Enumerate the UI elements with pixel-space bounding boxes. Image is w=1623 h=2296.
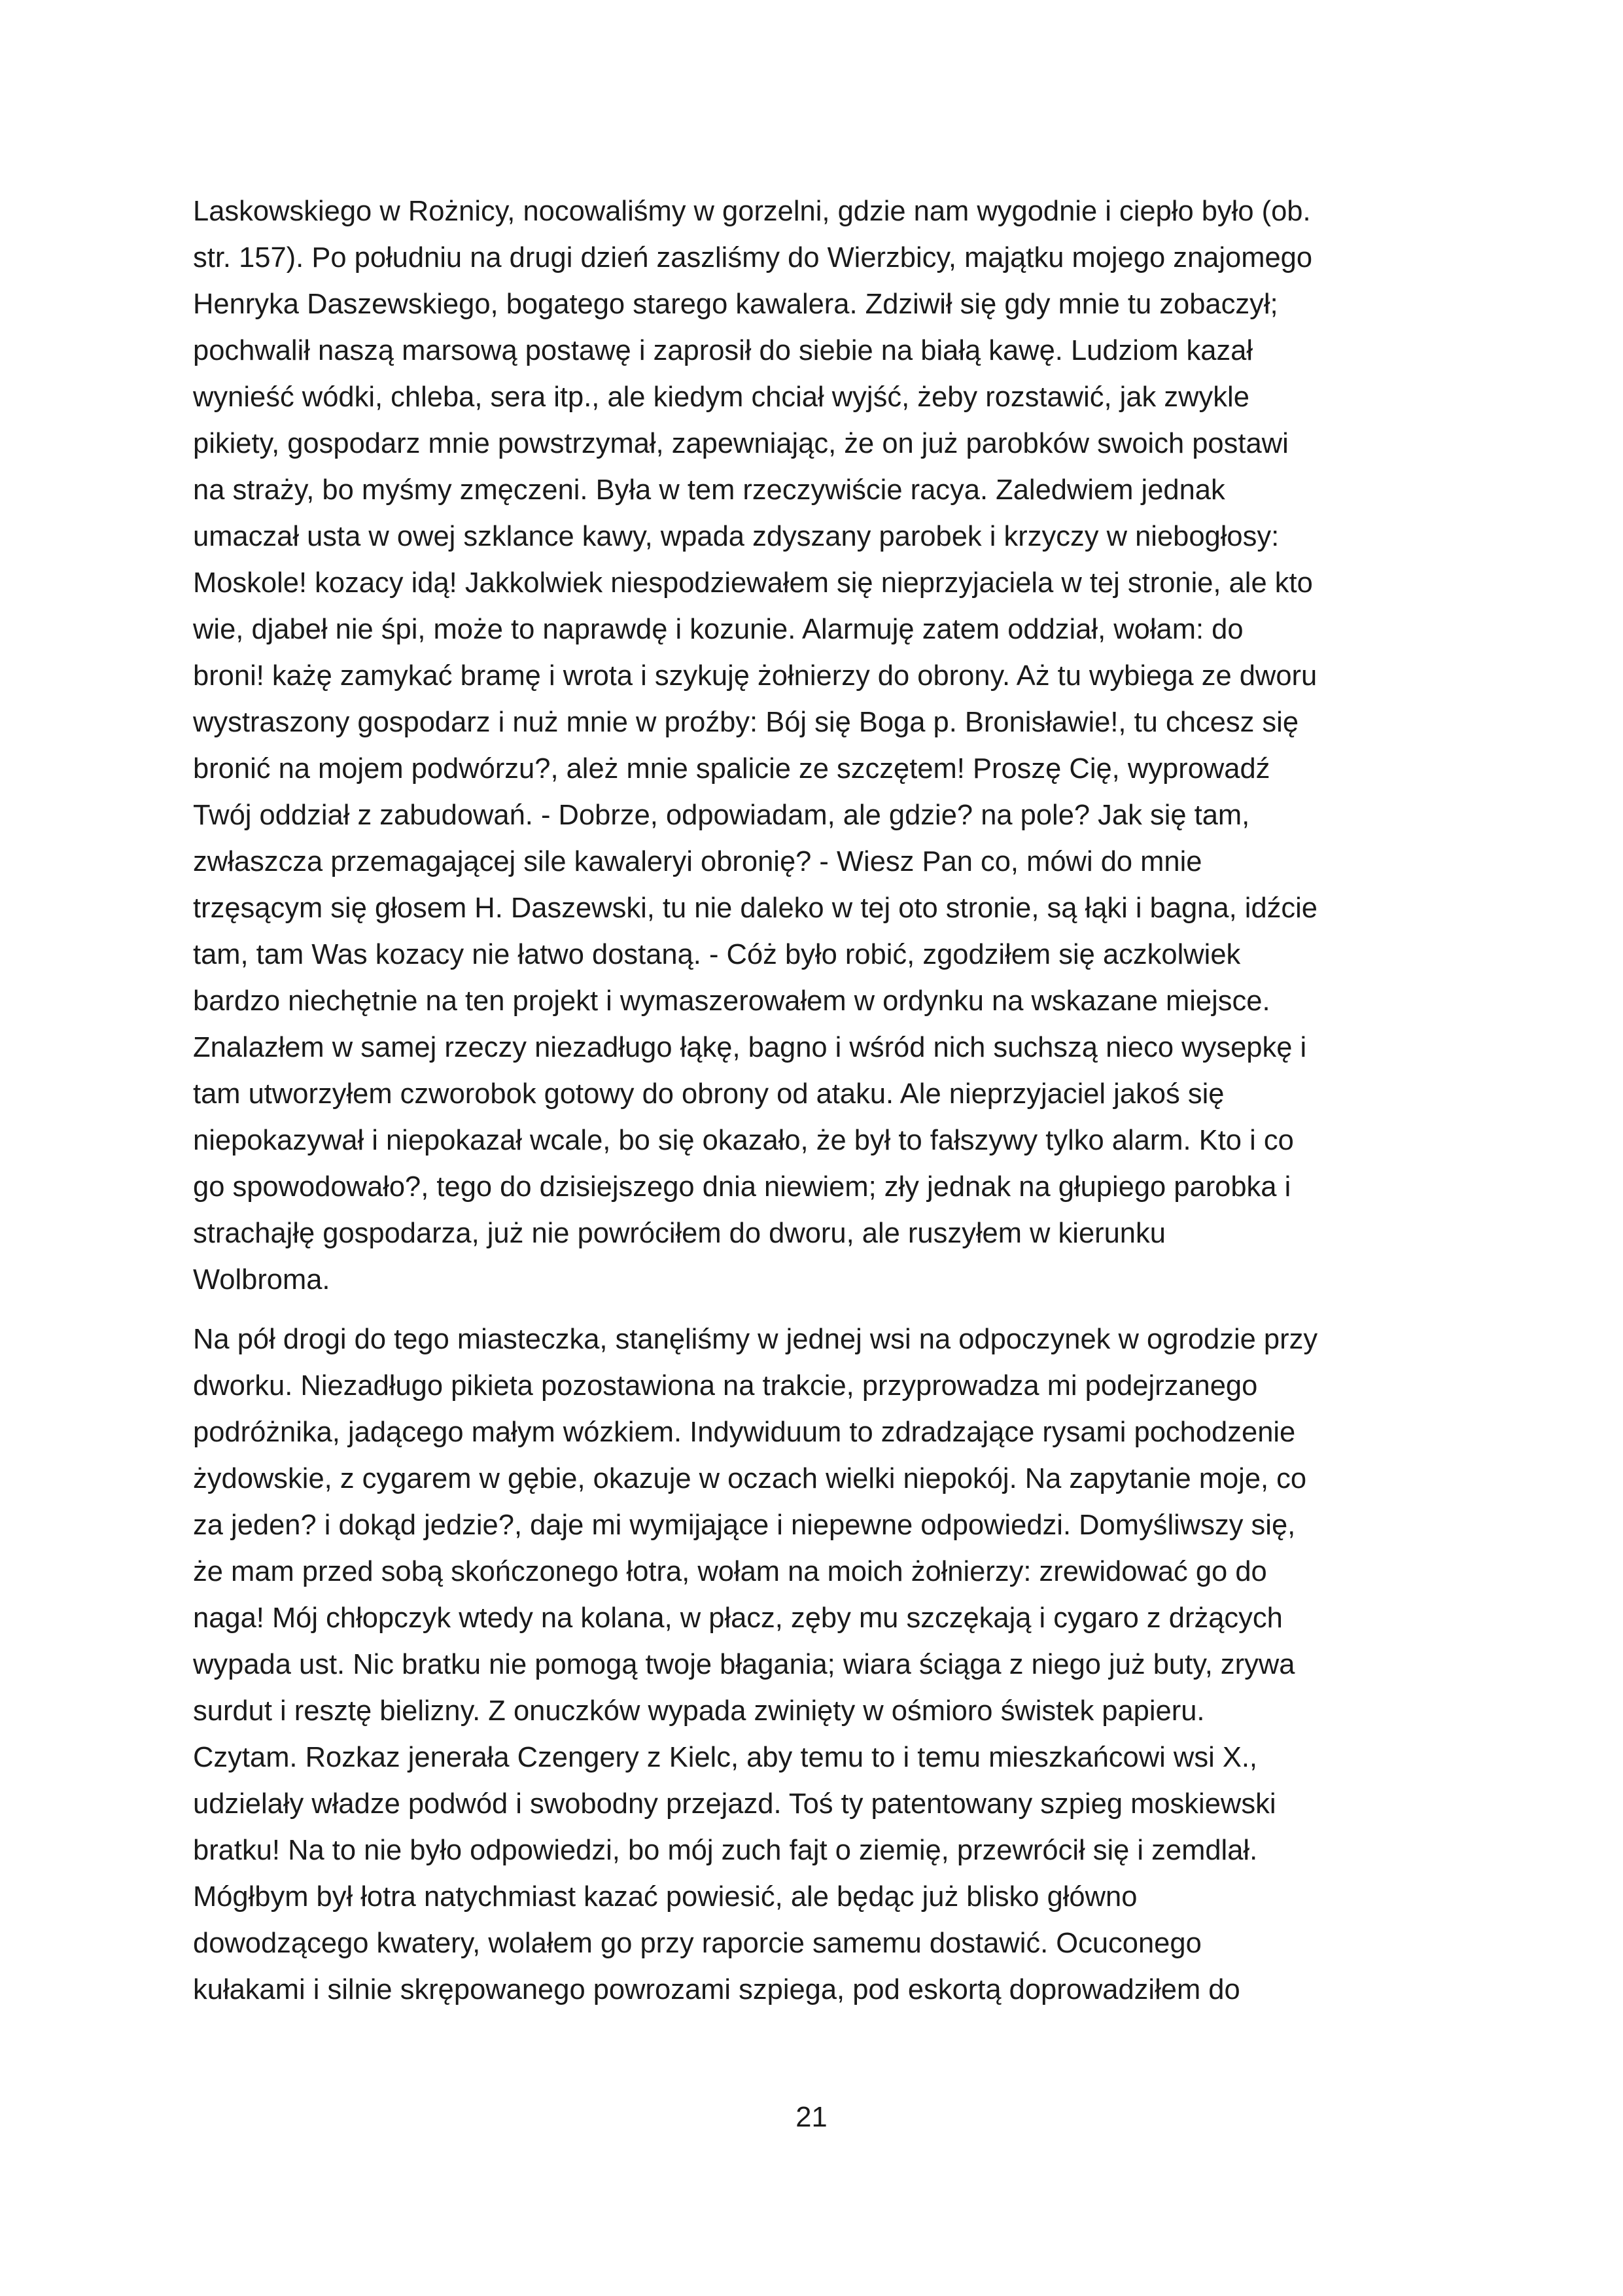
text-line: bratku! Na to nie było odpowiedzi, bo mój zuch fajt o ziemię, przewrócił się i zemdlał. xyxy=(193,1835,1258,1866)
body-text xyxy=(193,188,1449,2013)
text-line: wypada ust. Nic bratku nie pomogą twoje błagania; wiara ściąga z niego już buty, zrywa xyxy=(193,1649,1295,1680)
text-line: dworku. Niezadługo pikieta pozostawiona na trakcie, przyprowadza mi podejrzanego xyxy=(193,1370,1258,1402)
text-line: na straży, bo myśmy zmęczeni. Była w tem rzeczywiście racya. Zaledwiem jednak xyxy=(193,474,1225,506)
text-line: Twój oddział z zabudowań. - Dobrze, odpowiadam, ale gdzie? na pole? Jak się tam, xyxy=(193,800,1250,831)
paragraph-2 xyxy=(193,1316,1449,2013)
text-line: żydowskie, z cygarem w gębie, okazuje w oczach wielki niepokój. Na zapytanie moje, co xyxy=(193,1463,1307,1494)
text-line: udzielały władze podwód i swobodny przejazd. Toś ty patentowany szpieg moskiewski xyxy=(193,1788,1276,1820)
text-line: pikiety, gospodarz mnie powstrzymał, zapewniając, że on już parobków swoich postawi xyxy=(193,428,1289,459)
text-line: Znalazłem w samej rzeczy niezadługo łąkę, bagno i wśród nich suchszą nieco wysepkę i xyxy=(193,1032,1307,1063)
text-line: za jeden? i dokąd jedzie?, daje mi wymijające i niepewne odpowiedzi. Domyśliwszy się, xyxy=(193,1510,1296,1541)
text-line: kułakami i silnie skrępowanego powrozami szpiega, pod eskortą doprowadziłem do xyxy=(193,1974,1240,2005)
text-line: str. 157). Po południu na drugi dzień zaszliśmy do Wierzbicy, majątku mojego znajomego xyxy=(193,242,1313,274)
text-line: Henryka Daszewskiego, bogatego starego kawalera. Zdziwił się gdy mnie tu zobaczył; xyxy=(193,289,1278,320)
text-line: Wolbroma. xyxy=(193,1264,330,1296)
text-line: wystraszony gospodarz i nuż mnie w proźby: Bój się Boga p. Bronisławie!, tu chcesz się xyxy=(193,707,1299,738)
text-line: że mam przed sobą skończonego łotra, wołam na moich żołnierzy: zrewidować go do xyxy=(193,1556,1267,1587)
text-line: zwłaszcza przemagającej sile kawaleryi obronię? - Wiesz Pan co, mówi do mnie xyxy=(193,846,1202,877)
page-number: 21 xyxy=(795,2102,828,2133)
text-line: wynieść wódki, chleba, sera itp., ale kiedym chciał wyjść, żeby rozstawić, jak zwykle xyxy=(193,381,1249,413)
text-line: trzęsącym się głosem H. Daszewski, tu nie daleko w tej oto stronie, są łąki i bagna, idźcie xyxy=(193,892,1318,924)
text-line: pochwalił naszą marsową postawę i zaprosił do siebie na białą kawę. Ludziom kazał xyxy=(193,335,1253,366)
text-line: wie, djabeł nie śpi, może to naprawdę i kozunie. Alarmuję zatem oddział, wołam: do xyxy=(193,614,1244,645)
text-line: tam, tam Was kozacy nie łatwo dostaną. - Cóż było robić, zgodziłem się aczkolwiek xyxy=(193,939,1241,970)
text-line: go spowodowało?, tego do dzisiejszego dnia niewiem; zły jednak na głupiego parobka i xyxy=(193,1171,1291,1203)
text-line: Na pół drogi do tego miasteczka, stanęliśmy w jednej wsi na odpoczynek w ogrodzie przy xyxy=(193,1324,1318,1355)
text-line: broni! każę zamykać bramę i wrota i szykuję żołnierzy do obrony. Aż tu wybiega ze dworu xyxy=(193,660,1318,692)
text-line: Mógłbym był łotra natychmiast kazać powiesić, ale będąc już blisko główno xyxy=(193,1881,1138,1913)
text-line: tam utworzyłem czworobok gotowy do obrony od ataku. Ale nieprzyjaciel jakoś się xyxy=(193,1078,1225,1110)
text-line: strachajłę gospodarza, już nie powróciłem do dworu, ale ruszyłem w kierunku xyxy=(193,1218,1166,1249)
paragraph-1 xyxy=(193,188,1449,1303)
text-line: Laskowskiego w Rożnicy, nocowaliśmy w gorzelni, gdzie nam wygodnie i ciepło było (ob. xyxy=(193,196,1311,227)
text-line: bardzo niechętnie na ten projekt i wymaszerowałem w ordynku na wskazane miejsce. xyxy=(193,985,1270,1017)
text-line: bronić na mojem podwórzu?, alеż mnie spalicie ze szczętem! Proszę Cię, wyprowadź xyxy=(193,753,1270,785)
text-line: naga! Mój chłopczyk wtedy na kolana, w płacz, zęby mu szczękają i cygaro z drżących xyxy=(193,1602,1283,1634)
text-line: Czytam. Rozkaz jenerała Czengery z Kielc, aby temu to i temu mieszkańcowi wsi X., xyxy=(193,1742,1258,1773)
text-line: dowodzącego kwatery, wolałem go przy raporcie samemu dostawić. Ocuconego xyxy=(193,1928,1202,1959)
text-line: umaczał usta w owej szklance kawy, wpada zdyszany parobek i krzyczy w niebogłosy: xyxy=(193,521,1280,552)
text-line: podróżnika, jadącego małym wózkiem. Indywiduum to zdradzające rysami pochodzenie xyxy=(193,1417,1296,1448)
text-line: Moskole! kozacy idą! Jakkolwiek niespodziewałem się nieprzyjaciela w tej stronie, ale kto xyxy=(193,567,1313,599)
text-line: surdut i resztę bielizny. Z onuczków wypada zwinięty w ośmioro świstek papieru. xyxy=(193,1695,1205,1727)
text-line: niepokazywał i niepokazał wcale, bo się okazało, że był to fałszywy tylko alarm. Kto i co xyxy=(193,1125,1294,1156)
